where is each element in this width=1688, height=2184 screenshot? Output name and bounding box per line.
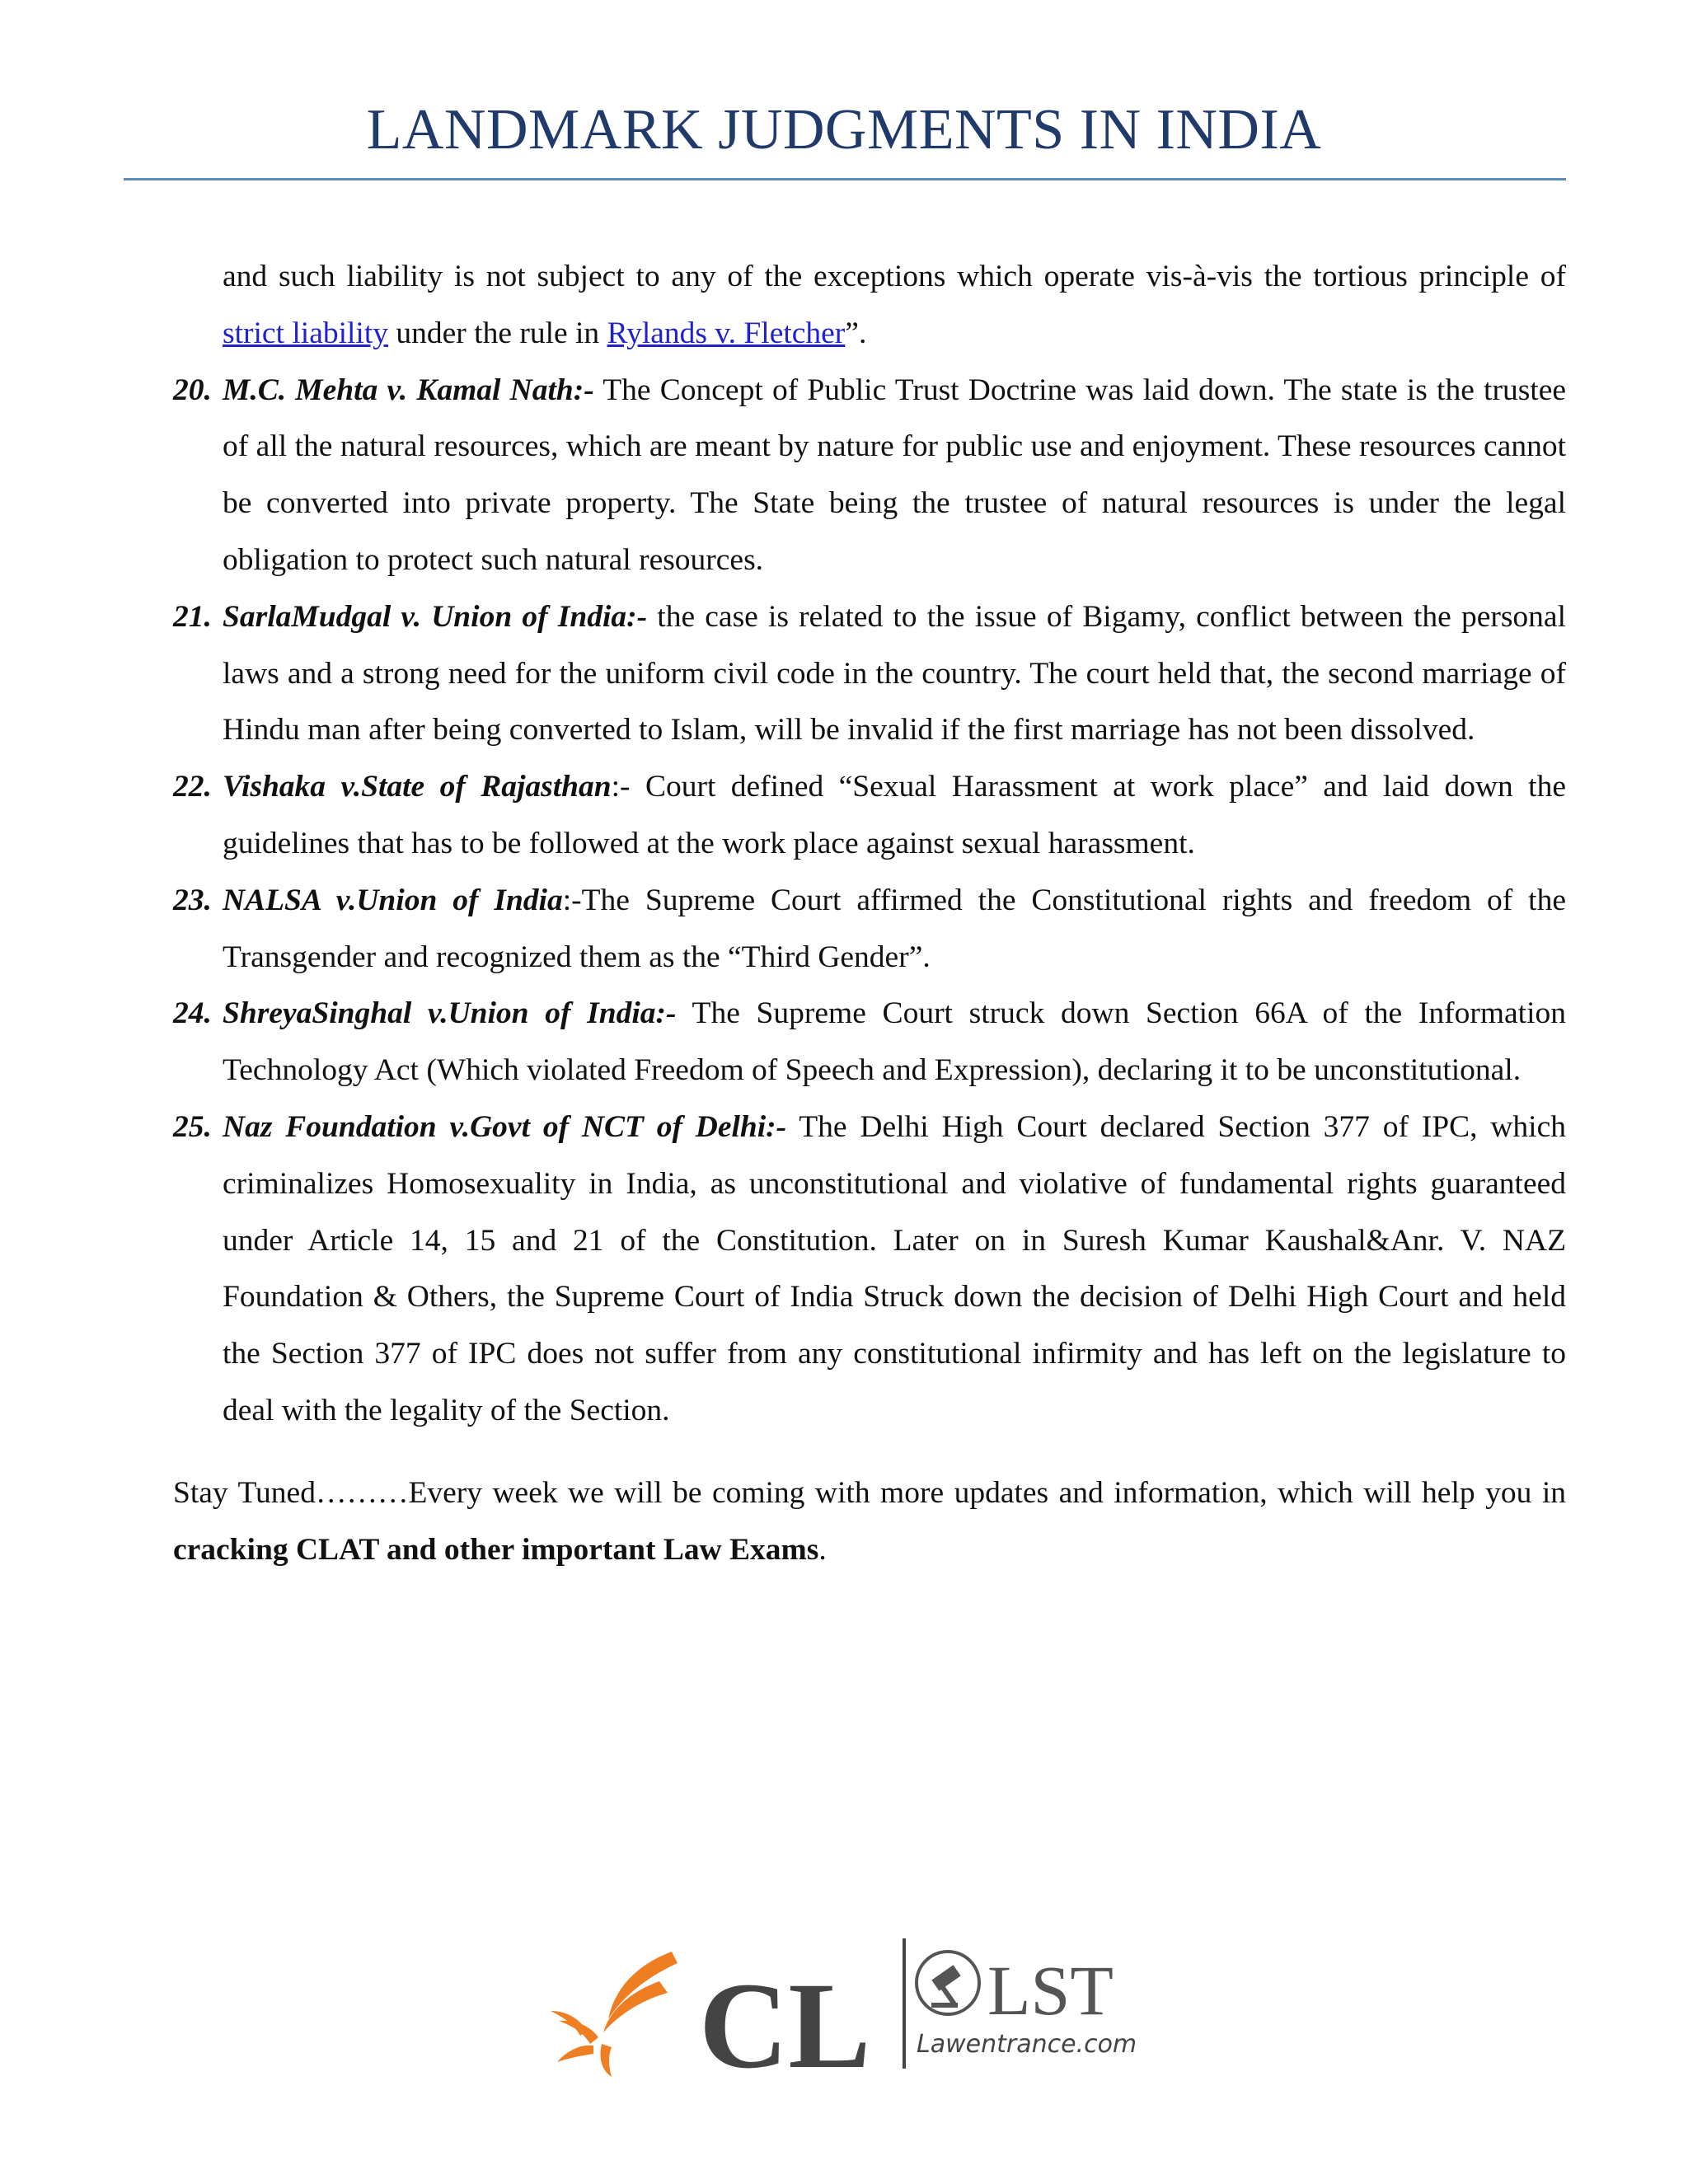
- case-name: Vishaka v.State of Rajasthan: [223, 770, 612, 804]
- item-number: 20.: [173, 373, 212, 407]
- case-name: M.C. Mehta v. Kamal Nath:-: [223, 373, 594, 407]
- case-summary: the case is related to the issue of Bigamy, conflict between the personal laws and a strong need for the uniform civil code in the country. The court held that, the second marriage of Hindu man after being converted to Islam, will be invalid if the first marriage has not been dissolved.: [223, 599, 1566, 748]
- item-number: 25.: [173, 1109, 212, 1144]
- footer-logo: [536, 1929, 1162, 2077]
- cl-logo-text: CL: [699, 1957, 871, 2077]
- case-summary: :- Court defined “Sexual Harassment at work place” and laid down the guidelines that has to be followed at the work place against sexual harassment.: [223, 770, 1566, 860]
- case-summary: :-The Supreme Court affirmed the Constitutional rights and freedom of the Transgender and recognized them as the “Third Gender”.: [223, 883, 1566, 974]
- list-item: [173, 589, 1566, 759]
- swoosh-icon: [551, 1952, 678, 2077]
- header-divider: [124, 178, 1566, 180]
- item-number: 23.: [173, 883, 212, 917]
- case-name: ShreyaSinghal v.Union of India:-: [223, 996, 677, 1031]
- case-summary: The Supreme Court struck down Section 66A of the Information Technology Act (Which violated Freedom of Speech and Expression), declaring it to be unconstitutional.: [223, 996, 1567, 1088]
- page-title: LANDMARK JUDGMENTS IN INDIA: [366, 98, 1322, 162]
- case-summary: The Concept of Public Trust Doctrine was laid down. The state is the trustee of all the natural resources, which are meant by nature for public use and enjoyment. These resources cannot be converted into private property. The State being the trustee of natural resources is under the legal obligation to protect such natural resources.: [223, 373, 1566, 577]
- case-summary: The Delhi High Court declared Section 377 of IPC, which criminalizes Homosexuality in India, as unconstitutional and violative of fundamental rights guaranteed under Article 14, 15 and 21 of the Constitution. Later on in Suresh Kumar Kaushal&Anr. V. NAZ Foundation & Others, the Supreme Court of India Struck down the decision of Delhi High Court and held the Section 377 of IPC does not suffer from any constitutional infirmity and has left on the legislature to deal with the legality of the Section.: [223, 1109, 1566, 1427]
- case-name: NALSA v.Union of India: [223, 883, 563, 917]
- case-name: SarlaMudgal v. Union of India:-: [223, 599, 648, 634]
- list-item: [173, 873, 1566, 987]
- rylands-v-fletcher-link[interactable]: Rylands v. Fletcher: [607, 316, 846, 350]
- list-item: [173, 986, 1566, 1099]
- case-name: Naz Foundation v.Govt of NCT of Delhi:-: [223, 1109, 787, 1144]
- closing-emphasis: cracking CLAT and other important Law Exams: [173, 1532, 819, 1567]
- gavel-icon: [917, 1952, 979, 2014]
- logo-divider: [903, 1938, 906, 2069]
- item-number: 21.: [173, 599, 212, 634]
- list-item: [173, 363, 1566, 589]
- intro-continuation: and such liability is not subject to any of the exceptions which operate vis-à-vis the tortious principle of strict liability under the rule in Rylands v. Fletcher”.: [223, 260, 1566, 350]
- list-item: [173, 1099, 1566, 1440]
- lst-logo-text: LST: [987, 1951, 1114, 2030]
- strict-liability-link[interactable]: strict liability: [223, 316, 389, 350]
- item-number: 22.: [173, 770, 212, 804]
- document-body: [173, 249, 1566, 1578]
- item-number: 24.: [173, 996, 212, 1031]
- list-item: [173, 759, 1566, 873]
- website-text: Lawentrance.com: [917, 2030, 1137, 2059]
- closing-note: Stay Tuned………Every week we will be coming with more updates and information, which will help you in cracking CLAT and other important Law Exams.: [173, 1475, 1566, 1567]
